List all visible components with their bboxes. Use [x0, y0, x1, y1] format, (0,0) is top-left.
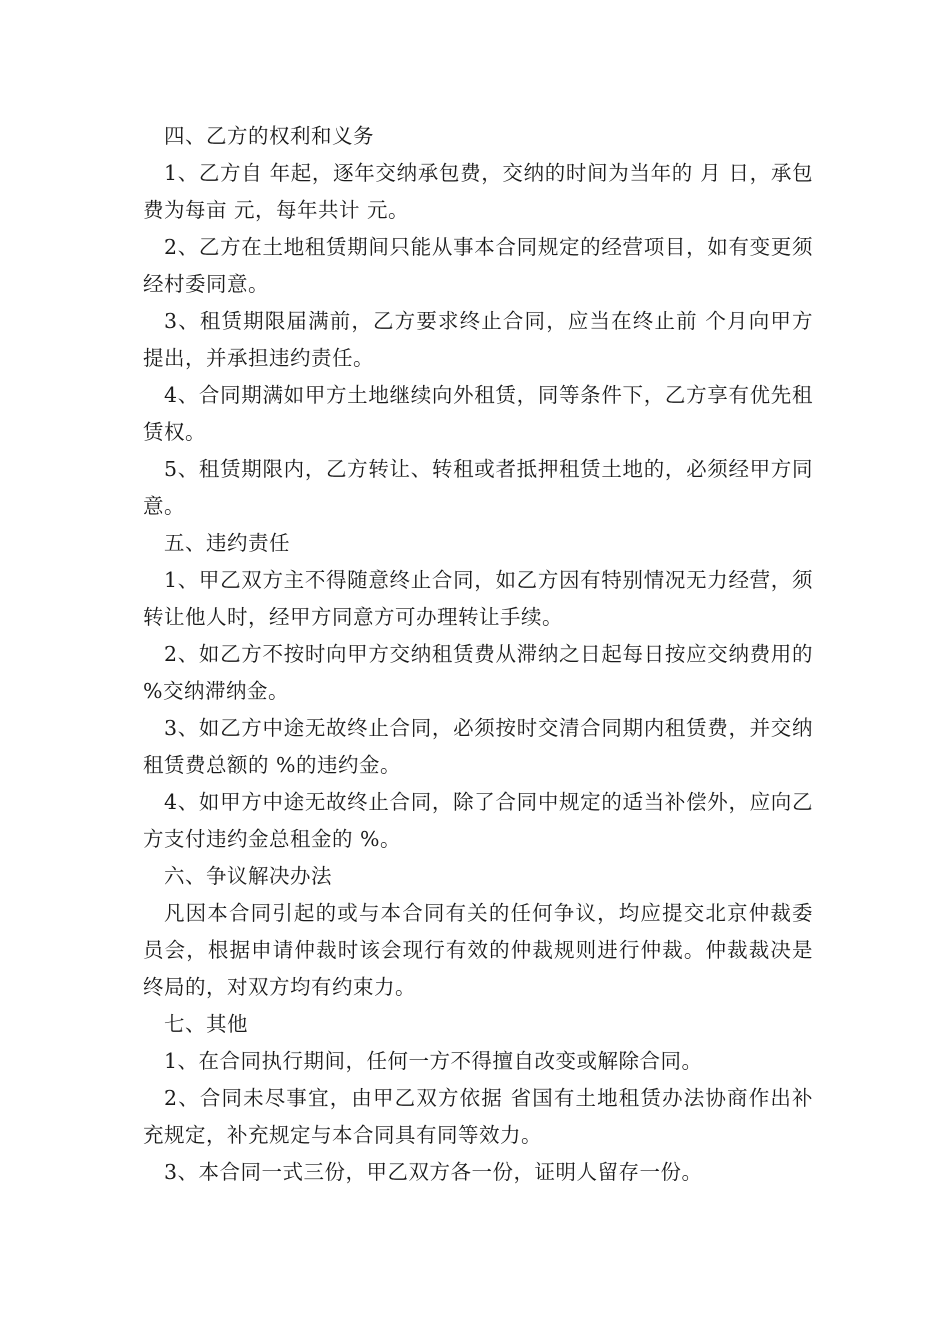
- clause-5-2: 2、如乙方不按时向甲方交纳租赁费从滞纳之日起每日按应交纳费用的 %交纳滞纳金。: [143, 642, 813, 703]
- clause-4-3: 3、租赁期限届满前，乙方要求终止合同，应当在终止前 个月向甲方提出，并承担违约责任。: [143, 309, 813, 370]
- document-body: [143, 118, 813, 1191]
- section-heading-dispute: 六、争议解决办法: [164, 864, 332, 888]
- clause-5-4: 4、如甲方中途无故终止合同，除了合同中规定的适当补偿外，应向乙方支付违约金总租金的 %。: [143, 790, 813, 851]
- section-heading-other: 七、其他: [164, 1012, 248, 1036]
- section-heading-breach: 五、违约责任: [164, 531, 290, 555]
- clause-5-1: 1、甲乙双方主不得随意终止合同，如乙方因有特别情况无力经营，须转让他人时，经甲方同意方可办理转让手续。: [143, 568, 813, 629]
- clause-4-2: 2、乙方在土地租赁期间只能从事本合同规定的经营项目，如有变更须经村委同意。: [143, 235, 813, 296]
- clause-5-3: 3、如乙方中途无故终止合同，必须按时交清合同期内租赁费，并交纳租赁费总额的 %的违约金。: [143, 716, 813, 777]
- clause-7-3: 3、本合同一式三份，甲乙双方各一份，证明人留存一份。: [164, 1160, 703, 1184]
- clause-6-1: 凡因本合同引起的或与本合同有关的任何争议，均应提交北京仲裁委员会，根据申请仲裁时该会现行有效的仲裁规则进行仲裁。仲裁裁决是终局的，对双方均有约束力。: [143, 901, 813, 999]
- clause-7-1: 1、在合同执行期间，任何一方不得擅自改变或解除合同。: [164, 1049, 703, 1073]
- clause-4-4: 4、合同期满如甲方土地继续向外租赁，同等条件下，乙方享有优先租赁权。: [143, 383, 813, 444]
- clause-4-1: 1、乙方自 年起，逐年交纳承包费，交纳的时间为当年的 月 日，承包费为每亩 元，每年共计 元。: [143, 161, 813, 222]
- clause-4-5: 5、租赁期限内，乙方转让、转租或者抵押租赁土地的，必须经甲方同意。: [143, 457, 813, 518]
- section-heading-rights: 四、乙方的权利和义务: [164, 124, 374, 148]
- clause-7-2: 2、合同未尽事宜，由甲乙双方依据 省国有土地租赁办法协商作出补充规定，补充规定与本合同具有同等效力。: [143, 1086, 813, 1147]
